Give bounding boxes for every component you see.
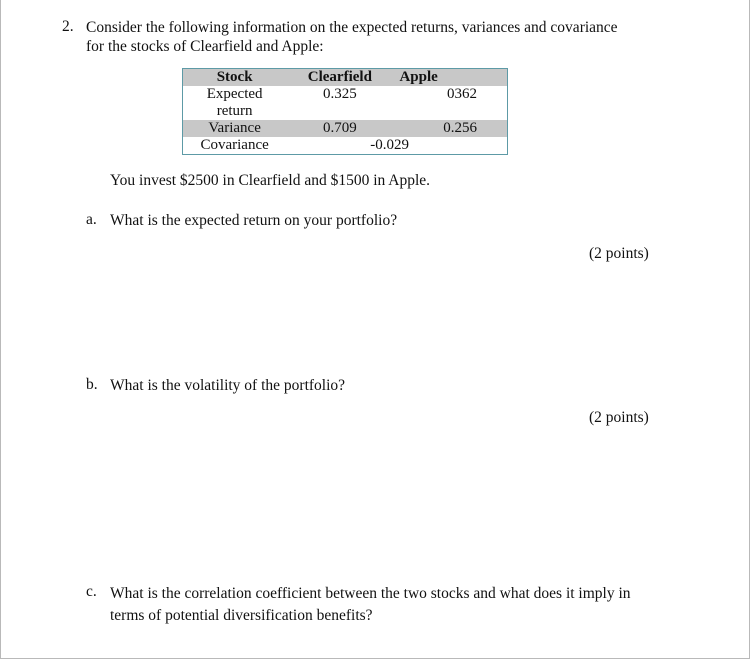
expected-clearfield: 0.325 — [322, 86, 357, 102]
table-header-row — [183, 69, 508, 87]
part-c-line-1: What is the correlation coefficient between the two stocks and what does it imply in — [110, 585, 631, 602]
investment-statement: You invest $2500 in Clearfield and $1500 in Apple. — [110, 172, 431, 189]
part-c-label: c. — [86, 583, 97, 600]
part-b-points: (2 points) — [589, 409, 649, 426]
covariance-label: Covariance — [200, 137, 269, 153]
header-stock: Stock — [183, 69, 287, 87]
question-line-2: for the stocks of Clearfield and Apple: — [86, 38, 324, 55]
part-c-question — [110, 583, 631, 627]
covariance-value: -0.029 — [370, 137, 409, 153]
variance-apple: 0.256 — [393, 120, 507, 137]
stock-data-table — [182, 68, 508, 155]
header-clearfield: Clearfield — [286, 69, 393, 87]
expected-label-line-2: return — [216, 103, 253, 119]
header-apple: Apple — [393, 69, 507, 87]
question-text — [86, 18, 618, 56]
variance-clearfield: 0.709 — [286, 120, 393, 137]
part-c-line-2: terms of potential diversification benefits? — [110, 607, 373, 624]
expected-label-line-1: Expected — [206, 86, 263, 102]
question-number: 2. — [62, 18, 74, 35]
table-row-covariance — [183, 137, 508, 155]
part-b-question: What is the volatility of the portfolio? — [110, 377, 346, 394]
part-b-label: b. — [86, 376, 98, 393]
part-a-points: (2 points) — [589, 245, 649, 262]
part-a-question: What is the expected return on your portfolio? — [110, 212, 398, 229]
question-line-1: Consider the following information on the expected returns, variances and covariance — [86, 19, 618, 36]
part-a-label: a. — [86, 211, 97, 228]
table-row-expected-return — [183, 86, 508, 120]
variance-label: Variance — [183, 120, 287, 137]
table-row-variance — [183, 120, 508, 137]
expected-return-label — [183, 86, 287, 120]
expected-apple: 0362 — [447, 86, 477, 102]
